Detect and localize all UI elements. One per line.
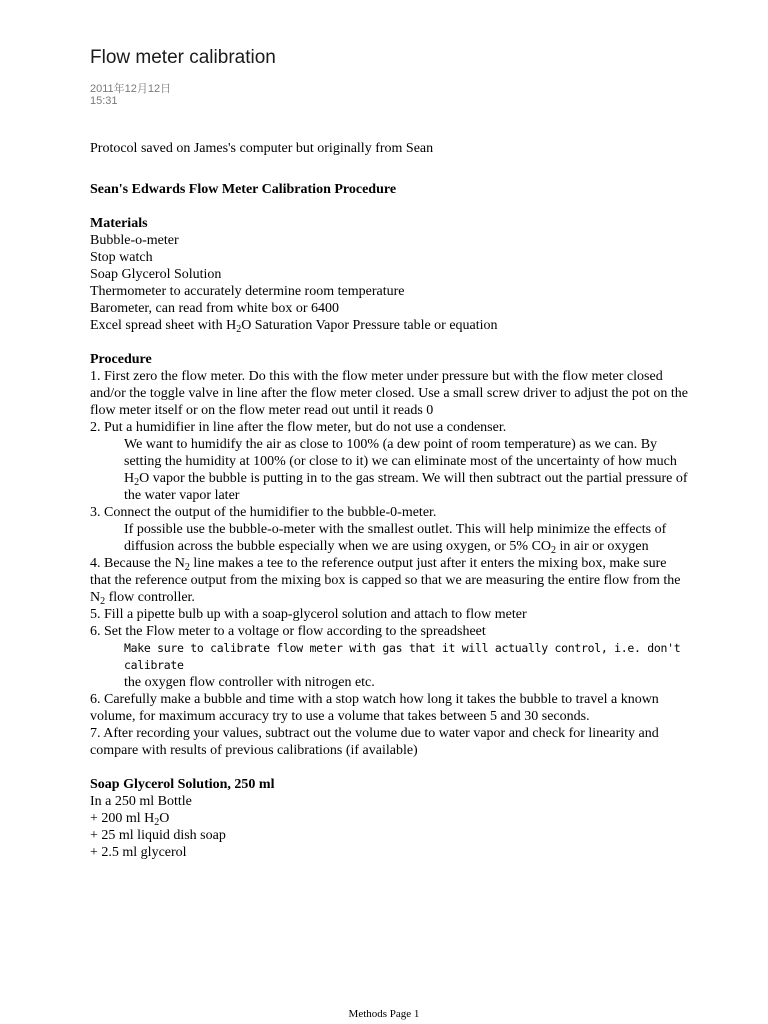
procedure-step-1: 1. First zero the flow meter. Do this with the flow meter under pressure but with the flow meter closed and/or the toggle valve in line after the flow meter closed. Use a small screw driver to adjust the pot on the flow meter itself or on the flow meter read out until it reads 0 xyxy=(90,369,688,418)
solution-heading: Soap Glycerol Solution, 250 ml xyxy=(90,777,275,792)
procedure-step-3-note: If possible use the bubble-o-meter with the smallest outlet. This will help minimize the effects of diffusion across the bubble especially when we are using oxygen, or 5% $CO_2$ in air or oxygen xyxy=(124,522,667,556)
note-date: 2011年12月12日 xyxy=(90,83,172,95)
procedure-step-3: 3. Connect the output of the humidifier to the bubble-0-meter. xyxy=(90,505,437,520)
solution-line: + 25 ml liquid dish soap xyxy=(90,828,226,843)
material-item: Stop watch xyxy=(90,250,153,265)
procedure-step-6: 6. Set the Flow meter to a voltage or flow according to the spreadsheet xyxy=(90,624,486,639)
procedure-heading: Procedure xyxy=(90,352,152,367)
solution-line: + 2.5 ml glycerol xyxy=(90,845,187,860)
solution-line: + 200 ml $H_2O$ xyxy=(90,811,170,828)
solution-line: In a 250 ml Bottle xyxy=(90,794,192,809)
material-item: Bubble-o-meter xyxy=(90,233,179,248)
note-time: 15:31 xyxy=(90,95,118,107)
material-item: Soap Glycerol Solution xyxy=(90,267,222,282)
intro-text: Protocol saved on James's computer but originally from Sean xyxy=(90,141,434,156)
page-footer: Methods Page 1 xyxy=(348,1008,420,1020)
note-body xyxy=(90,140,690,861)
procedure-step-2-note: We want to humidify the air as close to 100% (a dew point of room temperature) as we can. By setting the humidity at 100% (or close to it) we can eliminate most of the uncertainty of how much $H_2O$ vapor the bubble is putting in to the gas stream. We will then subtract out the partial pressure of the water vapor later xyxy=(124,437,688,503)
material-item: Barometer, can read from white box or 6400 xyxy=(90,301,340,316)
procedure-title: Sean's Edwards Flow Meter Calibration Procedure xyxy=(90,182,397,197)
procedure-step-2: 2. Put a humidifier in line after the flow meter, but do not use a condenser. xyxy=(90,420,507,435)
material-item: Thermometer to accurately determine room temperature xyxy=(90,284,405,299)
procedure-step-6-note-cont: the oxygen flow controller with nitrogen etc. xyxy=(124,675,375,690)
page-title: Flow meter calibration xyxy=(90,47,276,68)
procedure-step-5: 5. Fill a pipette bulb up with a soap-glycerol solution and attach to flow meter xyxy=(90,607,527,622)
procedure-step-7: 7. After recording your values, subtract out the volume due to water vapor and check for linearity and compare with results of previous calibrations (if available) xyxy=(90,726,659,758)
procedure-step-4: 4. Because the $N_2$ line makes a tee to the reference output just after it enters the mixing box, make sure that the reference output from the mixing box is capped so that we are measuring the entire flow from the $N_2$ flow controller. xyxy=(90,556,681,607)
materials-heading: Materials xyxy=(90,216,148,231)
material-item: Excel spread sheet with $H_2O$ Saturation Vapor Pressure table or equation xyxy=(90,318,498,335)
procedure-step-6b: 6. Carefully make a bubble and time with a stop watch how long it takes the bubble to travel a known volume, for maximum accuracy try to use a volume that takes between 5 and 30 seconds. xyxy=(90,692,659,724)
procedure-step-6-note: Make sure to calibrate flow meter with gas that it will actually control, i.e. don't calibrate xyxy=(124,641,681,672)
